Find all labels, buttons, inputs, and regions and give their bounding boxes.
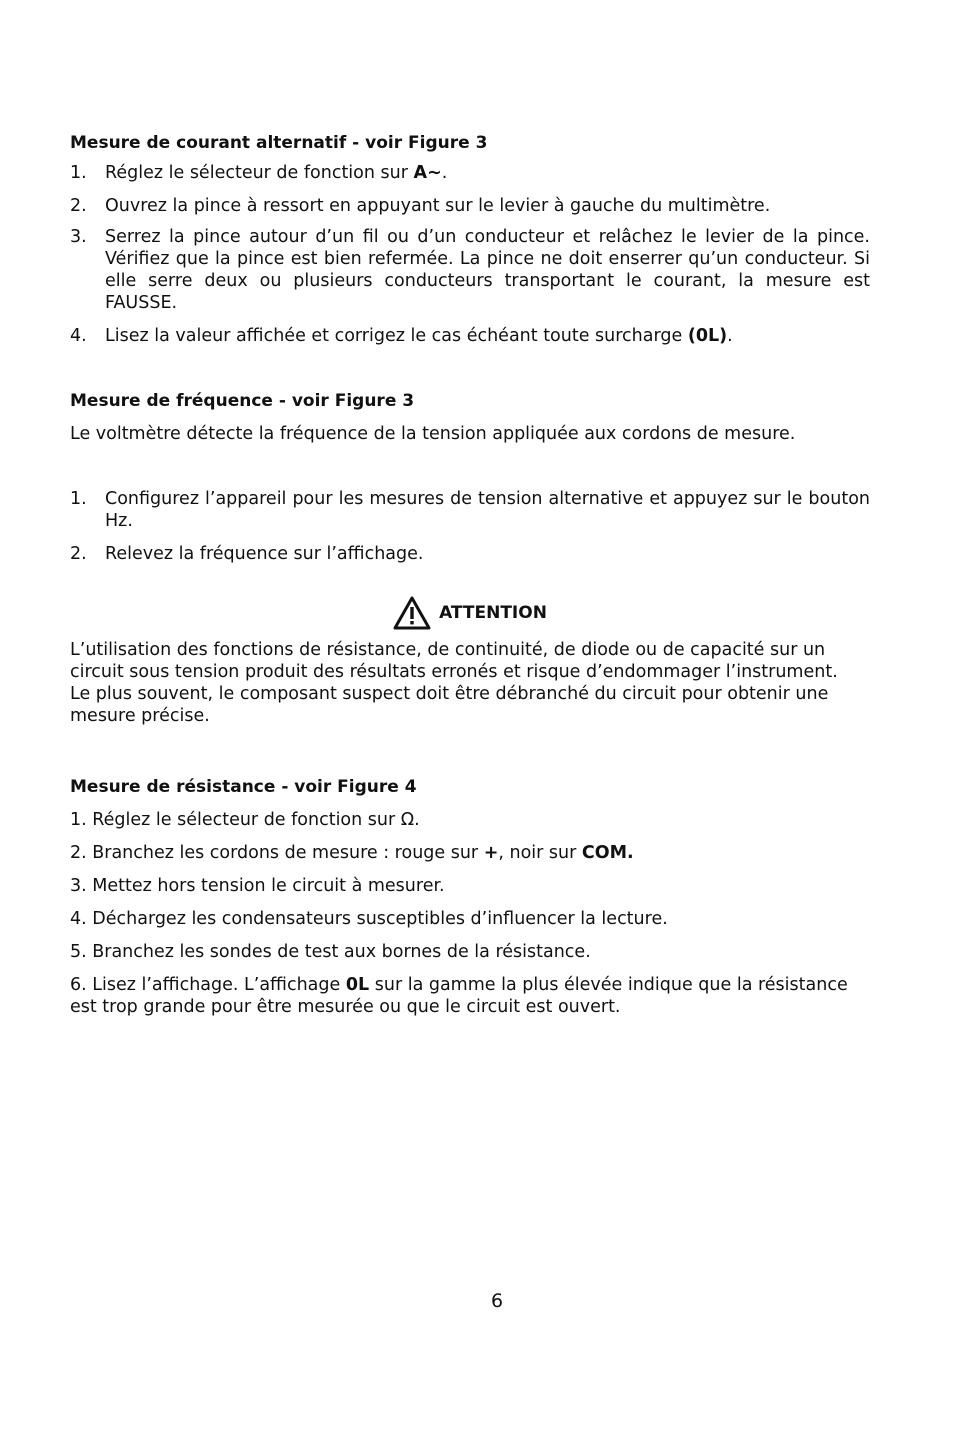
attention-text: L’utilisation des fonctions de résistance, de continuité, de diode ou de capacité sur un circuit sous tension produit des résultats erronés et risque d’endommager l’instrument. Le plus souvent, le composant suspect doit être débranché du circuit pour obtenir une mesure précise. xyxy=(70,640,838,726)
list-item: 2. Ouvrez la pince à ressort en appuyant sur le levier à gauche du multimètre. xyxy=(70,196,771,216)
list-item: 4. Déchargez les condensateurs susceptibles d’influencer la lecture. xyxy=(70,909,668,929)
list-item: 1. Réglez le sélecteur de fonction sur A∼. xyxy=(70,163,448,183)
list-item: 1. Réglez le sélecteur de fonction sur Ω. xyxy=(70,810,420,830)
list-item: 1. Configurez l’appareil pour les mesures de tension alternative et appuyez sur le bouton Hz. xyxy=(70,489,870,531)
list-item: 4. Lisez la valeur affichée et corrigez le cas échéant toute surcharge (0L). xyxy=(70,326,733,346)
section-title-resistance: Mesure de résistance - voir Figure 4 xyxy=(70,777,417,797)
ac-current-steps xyxy=(70,162,870,347)
list-item: 3. Serrez la pince autour d’un fil ou d’un conducteur et relâchez le levier de la pince. Vérifiez que la pince est bien refermée. La pince ne doit enserrer qu’un conducteur. Si elle serre deux ou plusieurs conducteurs transportant le courant, la mesure est FAUSSE. xyxy=(70,227,870,313)
frequency-steps xyxy=(70,488,870,565)
list-item: 6. Lisez l’affichage. L’affichage 0L sur la gamme la plus élevée indique que la résistance est trop grande pour être mesurée ou que le circuit est ouvert. xyxy=(70,975,848,1017)
list-item: 5. Branchez les sondes de test aux bornes de la résistance. xyxy=(70,942,591,962)
list-item: 2. Branchez les cordons de mesure : rouge sur +, noir sur COM. xyxy=(70,843,634,863)
section-title-ac-current: Mesure de courant alternatif - voir Figure 3 xyxy=(70,133,488,153)
list-item: 3. Mettez hors tension le circuit à mesurer. xyxy=(70,876,445,896)
attention-heading xyxy=(70,596,870,630)
list-item: 2. Relevez la fréquence sur l’affichage. xyxy=(70,544,424,564)
attention-label: ATTENTION xyxy=(439,603,547,623)
page-number: 6 xyxy=(490,1290,504,1312)
resistance-steps xyxy=(70,809,870,1018)
frequency-intro: Le voltmètre détecte la fréquence de la tension appliquée aux cordons de mesure. xyxy=(70,424,796,444)
section-title-frequency: Mesure de fréquence - voir Figure 3 xyxy=(70,391,415,411)
warning-triangle-icon xyxy=(393,596,431,630)
